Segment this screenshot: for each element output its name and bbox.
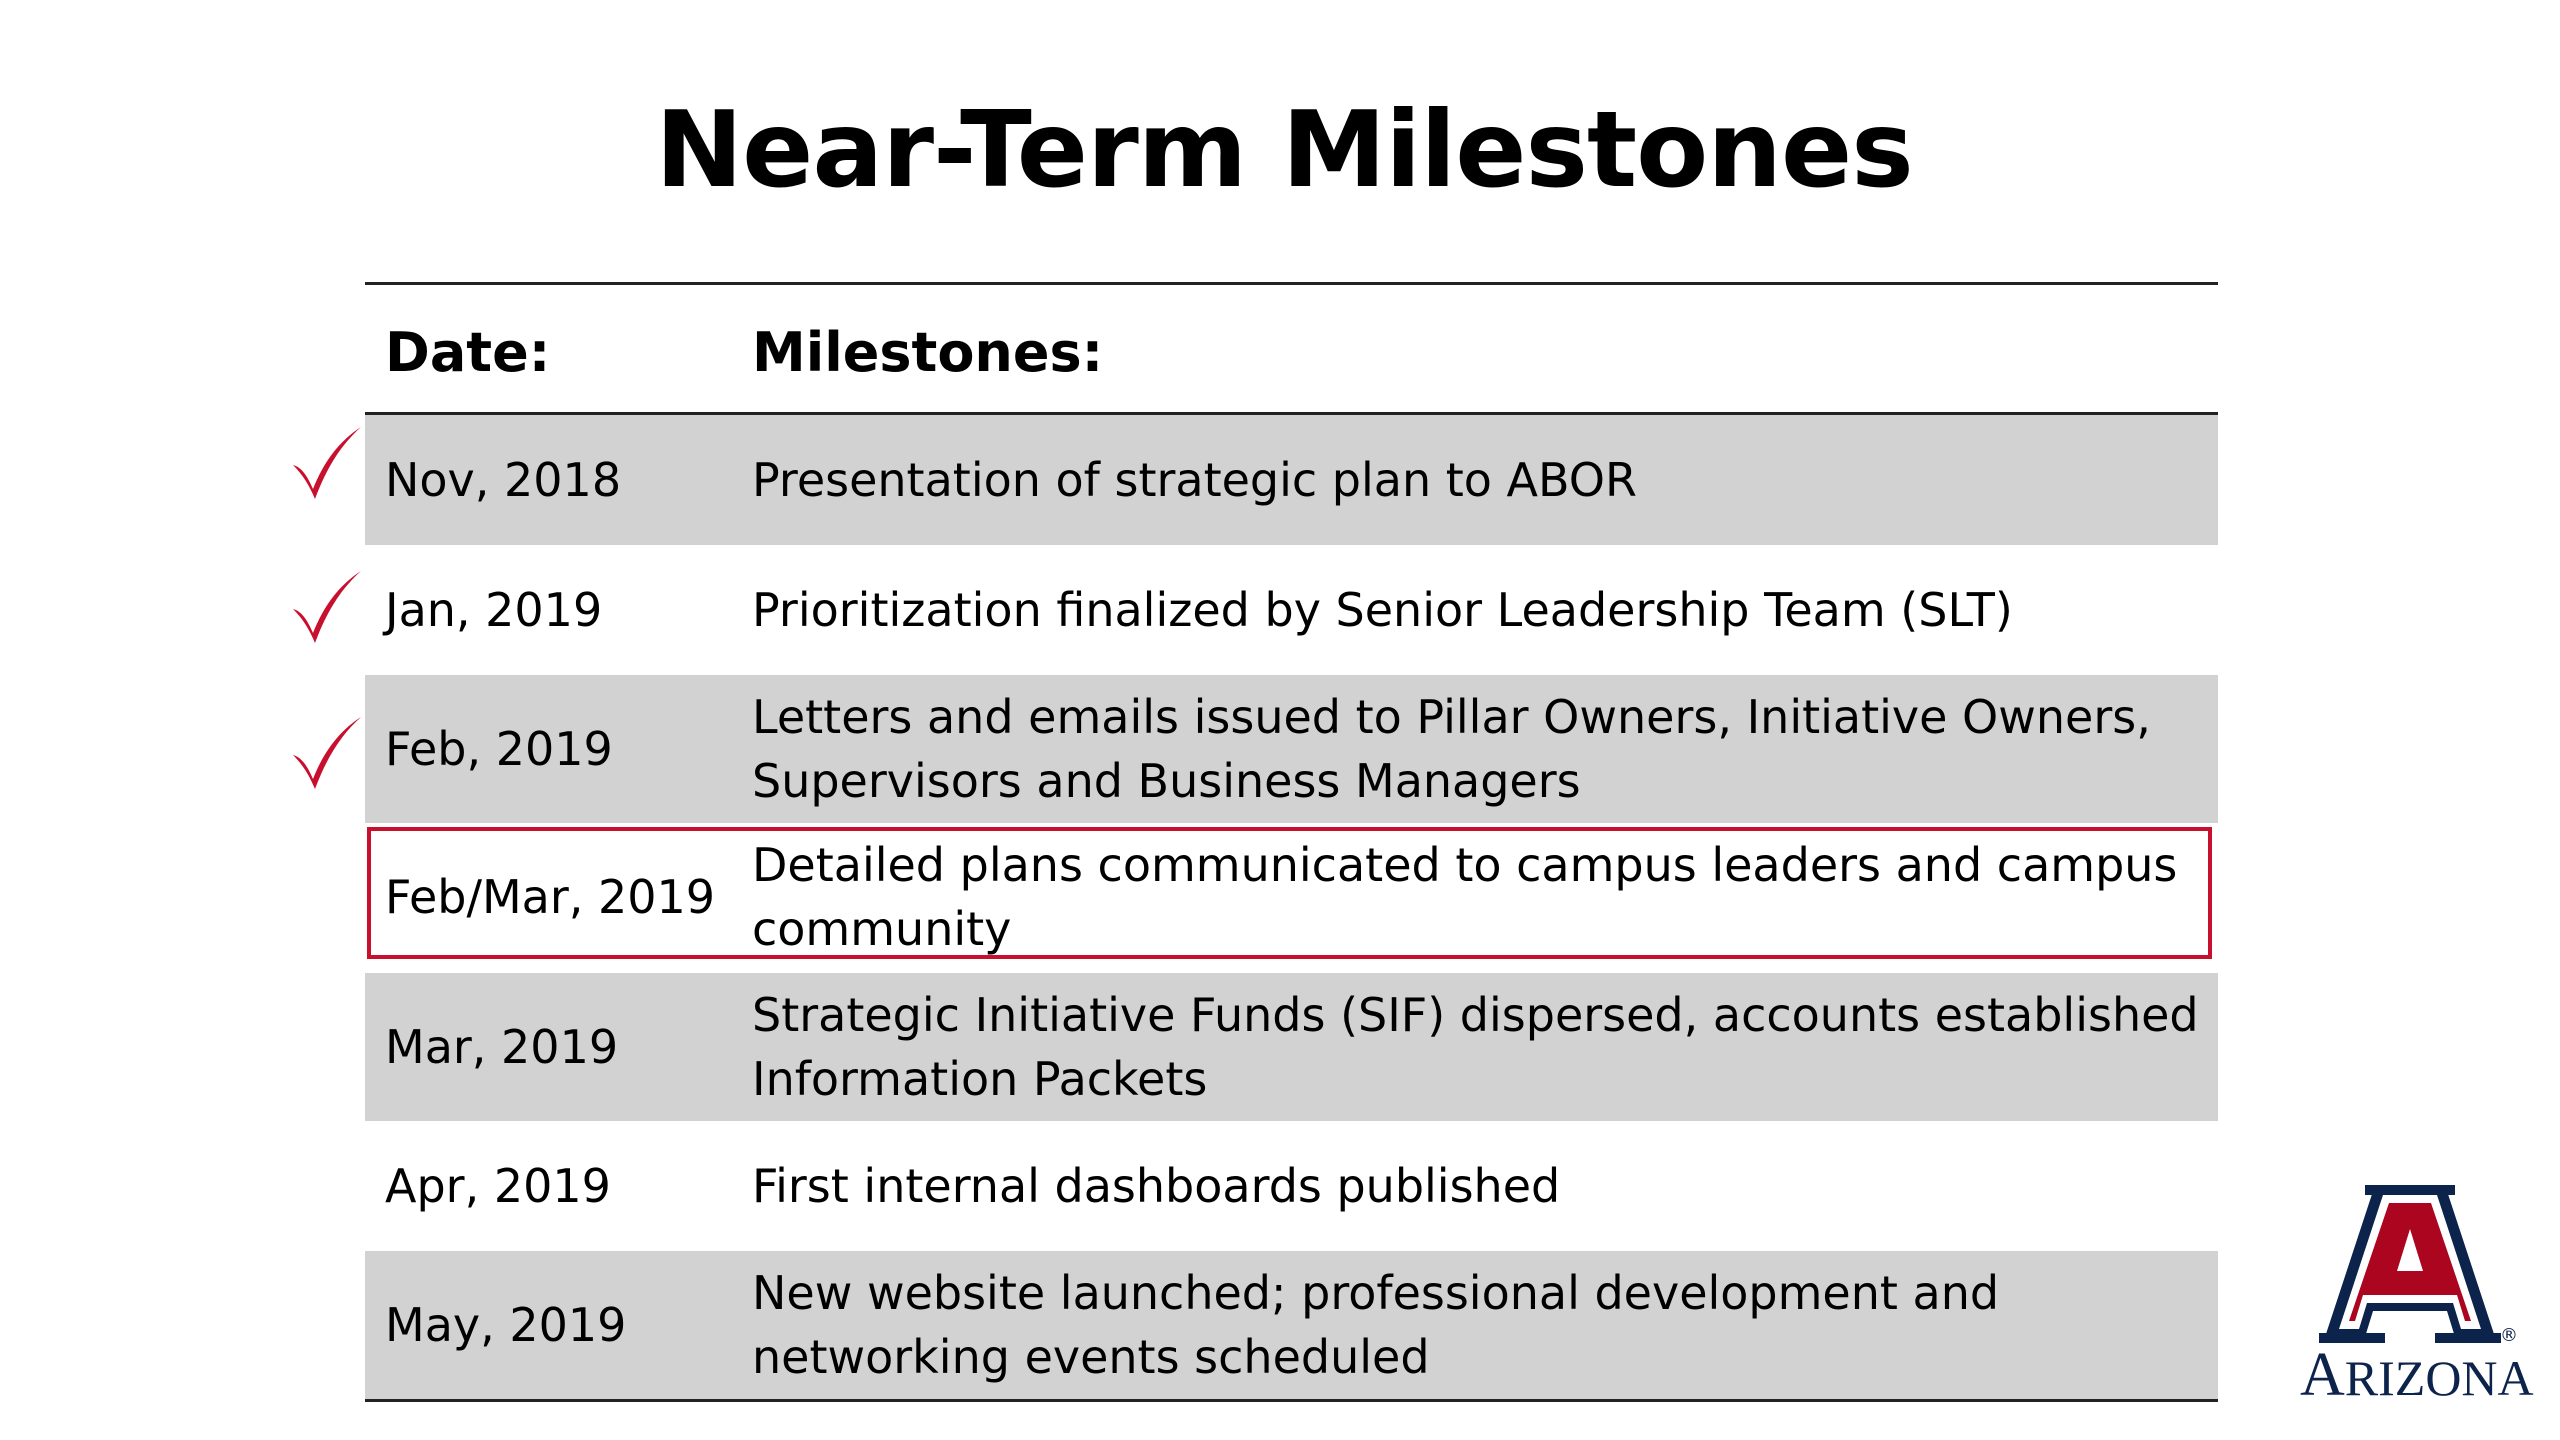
row-milestone: Presentation of strategic plan to ABOR xyxy=(752,453,1637,507)
row-milestone: Strategic Initiative Funds (SIF) dispersed, accounts established Information Packets xyxy=(752,988,2199,1106)
slide-title: Near-Term Milestones xyxy=(655,89,1913,211)
row-milestone: First internal dashboards published xyxy=(752,1159,1561,1213)
row-date: May, 2019 xyxy=(385,1298,627,1352)
logo-wordmark-rest: RIZONA xyxy=(2344,1350,2534,1406)
table-row xyxy=(365,545,2218,675)
row-date: Apr, 2019 xyxy=(385,1159,611,1213)
row-date: Feb, 2019 xyxy=(385,722,613,776)
row-milestone: Detailed plans communicated to campus leaders and campus community xyxy=(752,838,2178,956)
table-row-highlighted xyxy=(365,827,2218,967)
header-milestones: Milestones: xyxy=(752,321,1104,384)
row-date: Feb/Mar, 2019 xyxy=(385,870,716,924)
logo-wordmark-initial: A xyxy=(2300,1341,2345,1409)
row-date: Jan, 2019 xyxy=(385,583,603,637)
check-mark-icon xyxy=(287,713,365,791)
logo-wordmark xyxy=(2300,1340,2534,1411)
header-date: Date: xyxy=(385,321,551,384)
row-date: Mar, 2019 xyxy=(385,1020,619,1074)
table-bottom-rule xyxy=(365,1399,2218,1402)
table-row xyxy=(365,1121,2218,1251)
table-row xyxy=(365,1251,2218,1399)
check-mark-icon xyxy=(287,567,365,645)
table-top-rule xyxy=(365,282,2218,285)
table-row xyxy=(365,973,2218,1121)
table-row xyxy=(365,415,2218,545)
table-row xyxy=(365,675,2218,823)
row-date: Nov, 2018 xyxy=(385,453,622,507)
logo-registered-mark: ® xyxy=(2500,1325,2518,1346)
check-mark-icon xyxy=(287,423,365,501)
row-milestone: New website launched; professional development and networking events scheduled xyxy=(752,1266,2000,1384)
row-milestone: Letters and emails issued to Pillar Owners, Initiative Owners, Supervisors and Business Managers xyxy=(752,690,2151,808)
row-milestone: Prioritization finalized by Senior Leadership Team (SLT) xyxy=(752,583,2013,637)
